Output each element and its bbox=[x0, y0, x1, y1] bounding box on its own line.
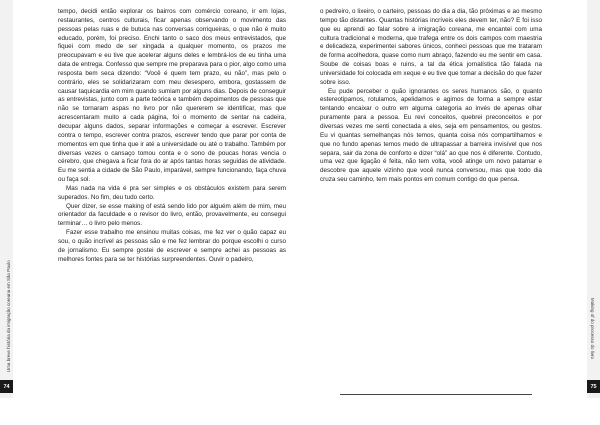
bottom-rule bbox=[340, 394, 532, 395]
left-running-head: Uma breve história da imigração coreana em São Paulo bbox=[6, 260, 11, 372]
left-text-column bbox=[58, 8, 286, 264]
paragraph: Eu pude perceber o quão ignorantes os seres humanos são, o quanto estereotipamos, rotulamos, apelidamos e agimos de forma a sempre estar tentando encaixar o outro em alguma categoria ao invés de apenas olhar puramente para a pessoa. Eu revi conceitos, quebrei preconceitos e por diversas vezes me senti conectada a eles, seja em pensamentos, ou gestos. Eu vi quantas semelhanças nós temos, quanta coisa nós compartilhamos e que no fundo apenas temos medo de ultrapassar a barreira invisível que nos separa, sair da zona de conforto e dizer “olá” ao que nos é diferente. Contudo, uma vez que ligação é feita, não tem volta, você atinge um novo patamar e descobre que aquele vizinho que você nunca conversou, mas que todo dia cruza seu caminho, tem mais pontos em comum contigo do que pensa. bbox=[320, 87, 542, 184]
right-running-head: Making of do processo do livro bbox=[590, 298, 595, 360]
right-page-number: 75 bbox=[587, 380, 600, 393]
right-text-column bbox=[320, 8, 542, 185]
paragraph: Quer dizer, se esse making of está sendo lido por alguém além de mim, meu orientador da faculdade e o revisor do livro, então, provavelmente, eu consegui terminar… o livro pelo menos. bbox=[58, 202, 286, 228]
paragraph: Fazer esse trabalho me ensinou muitas coisas, me fez ver o quão capaz eu sou, o quão incrível as pessoas são e me fez lembrar do porque escolhi o curso de jornalismo. Eu sempre gostei de escrever e sempre achei as pessoas as melhores fontes para se ter histórias surpreendentes. Ouvir o padeiro, bbox=[58, 229, 286, 263]
left-page-number: 74 bbox=[0, 380, 13, 393]
paragraph: Mas nada na vida é pra ser simples e os obstáculos existem para serem superados. No fim, deu tudo certo. bbox=[58, 184, 286, 201]
paragraph: o pedreiro, o lixeiro, o carteiro, pessoas do dia a dia, tão próximas e ao mesmo tempo tão distantes. Quantas histórias incríveis eles devem ter, não? E foi isso que eu aprendi ao falar sobre a imigração coreana, me encantei com uma cultura tradicional e moderna, que trafega entre os dois campos com maestria e delicadeza, experimentei sabores únicos, conheci pessoas que me trataram de forma acolhedora, quase como num abraço, fazendo eu me sentir em casa. Soube de coisas boas e ruins, a tal da ética jornalística tão falada na universidade foi colocada em xeque e eu tive que tomar a decisão do que fazer sobre isso. bbox=[320, 8, 542, 86]
paragraph: tempo, decidi então explorar os bairros com comércio coreano, ir em lojas, restaurantes, centros culturais, ficar apenas observando o movimento das pessoas pelas ruas e de butuca nas conversas corriqueiras, o que não é muito educado, porém, foi preciso. Enchi tanto o saco dos meus entrevistados, que fiquei com medo de ser xingada a qualquer momento, os prazos me preocupavam e eu tive que acelerar alguns deles e lembrá-los de eu tinha uma data de entrega. Confesso que sempre me preparava para o pior, algo como uma resposta bem seca dizendo: “Você é quem tem prazo, eu não”, mas pelo o contrário, eles se solidarizaram com meu desespero, embora, gostassem de causar taquicardia em mim quando sumiam por alguns dias. Depois de conseguir as entrevistas, junto com a parte teórica e também depoimentos de pessoas que não se tornaram aspas no livro por não quererem se identificar, mas que acrescentaram muito a cada página, foi o momento de sentar na cadeira, decupar alguns dados, separar informações e começar a escrever. Escrever contra o tempo, escrever contra prazos, escrever tendo que parar por conta de momentos em que tinha que ir até a universidade ou até o trabalho. Também por diversas vezes o cansaço tomou conta e o sono de poucas horas vencia o cérebro, que chegava a ficar fora do ar após tantas horas seguidas de atividade. Eu me sentia a cidade de São Paulo, imparável, sempre funcionando, faça chuva ou faça sol. bbox=[58, 8, 286, 184]
right-page bbox=[300, 0, 600, 425]
